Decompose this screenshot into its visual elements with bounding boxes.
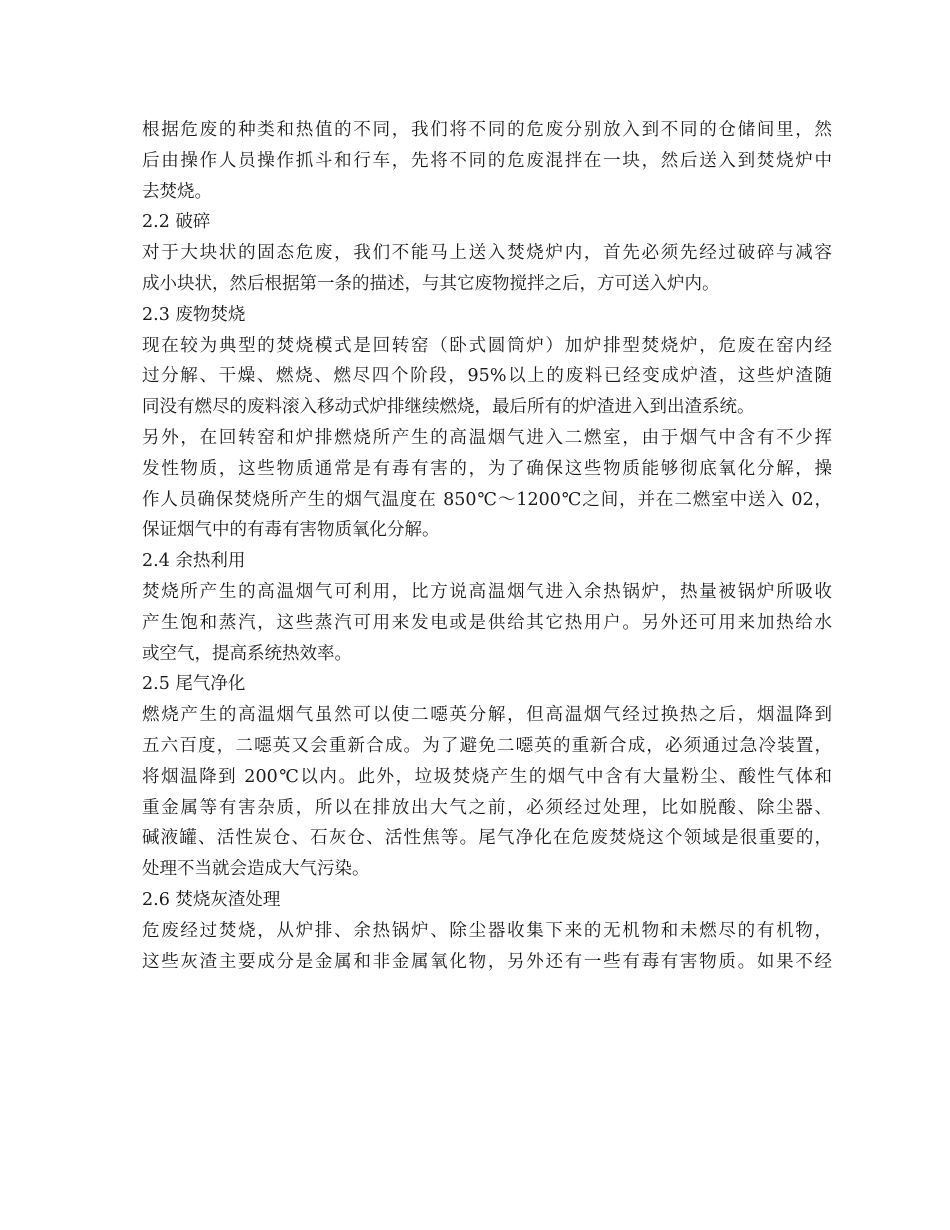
- paragraph-line: 去焚烧。: [142, 181, 212, 202]
- paragraph-line: 处理不当就会造成大气污染。: [142, 859, 370, 880]
- paragraph-line: 过分解、干燥、燃烧、燃尽四个阶段，95%以上的废料已经变成炉渣，这些炉渣随: [142, 366, 832, 387]
- paragraph-line: 现在较为典型的焚烧模式是回转窑（卧式圆筒炉）加炉排型焚烧炉，危废在窑内经: [142, 335, 832, 356]
- document-body: [142, 115, 832, 977]
- paragraph-line: 根据危废的种类和热值的不同，我们将不同的危废分别放入到不同的仓储间里，然: [142, 120, 832, 140]
- paragraph-line: 燃烧产生的高温烟气虽然可以使二噁英分解，但高温烟气经过换热之后，烟温降到: [142, 705, 832, 726]
- paragraph-line: 重金属等有害杂质，所以在排放出大气之前，必须经过处理，比如脱酸、除尘器、: [142, 797, 832, 818]
- paragraph-line: 另外，在回转窑和炉排燃烧所产生的高温烟气进入二燃室，由于烟气中含有不少挥: [142, 427, 832, 448]
- section-heading: 2.5 尾气净化: [142, 674, 246, 695]
- paragraph-line: 保证烟气中的有毒有害物质氧化分解。: [142, 520, 440, 541]
- paragraph-line: 对于大块状的固态危废，我们不能马上送入焚烧炉内，首先必须先经过破碎与减容: [142, 243, 832, 264]
- section-heading: 2.6 焚烧灰渣处理: [142, 889, 281, 910]
- section-heading: 2.2 破碎: [142, 212, 211, 233]
- paragraph-line: 焚烧所产生的高温烟气可利用，比方说高温烟气进入余热锅炉，热量被锅炉所吸收: [142, 581, 832, 602]
- paragraph-line: 危废经过焚烧，从炉排、余热锅炉、除尘器收集下来的无机物和未燃尽的有机物，: [142, 920, 832, 941]
- paragraph-line: 同没有燃尽的废料滚入移动式炉排继续燃烧，最后所有的炉渣进入到出渣系统。: [142, 397, 755, 418]
- paragraph-line: 五六百度，二噁英又会重新合成。为了避免二噁英的重新合成，必须通过急冷装置，: [142, 735, 832, 756]
- paragraph-line: 后由操作人员操作抓斗和行车，先将不同的危废混拌在一块，然后送入到焚烧炉中: [142, 150, 832, 171]
- paragraph-line: 作人员确保焚烧所产生的烟气温度在 850℃～1200℃之间，并在二燃室中送入 02，: [142, 489, 832, 510]
- paragraph-line: 碱液罐、活性炭仓、石灰仓、活性焦等。尾气净化在危废焚烧这个领域是很重要的，: [142, 828, 832, 849]
- paragraph-line: 将烟温降到 200℃以内。此外，垃圾焚烧产生的烟气中含有大量粉尘、酸性气体和: [142, 766, 832, 787]
- section-heading: 2.4 余热利用: [142, 551, 246, 572]
- paragraph-line: 或空气，提高系统热效率。: [142, 643, 352, 664]
- paragraph-line: 产生饱和蒸汽，这些蒸汽可用来发电或是供给其它热用户。另外还可用来加热给水: [142, 612, 832, 633]
- section-heading: 2.3 废物焚烧: [142, 304, 246, 325]
- paragraph-line: 发性物质，这些物质通常是有毒有害的，为了确保这些物质能够彻底氧化分解，操: [142, 458, 832, 479]
- paragraph-line: 这些灰渣主要成分是金属和非金属氧化物，另外还有一些有毒有害物质。如果不经: [142, 951, 832, 972]
- paragraph-line: 成小块状，然后根据第一条的描述，与其它废物搅拌之后，方可送入炉内。: [142, 273, 720, 294]
